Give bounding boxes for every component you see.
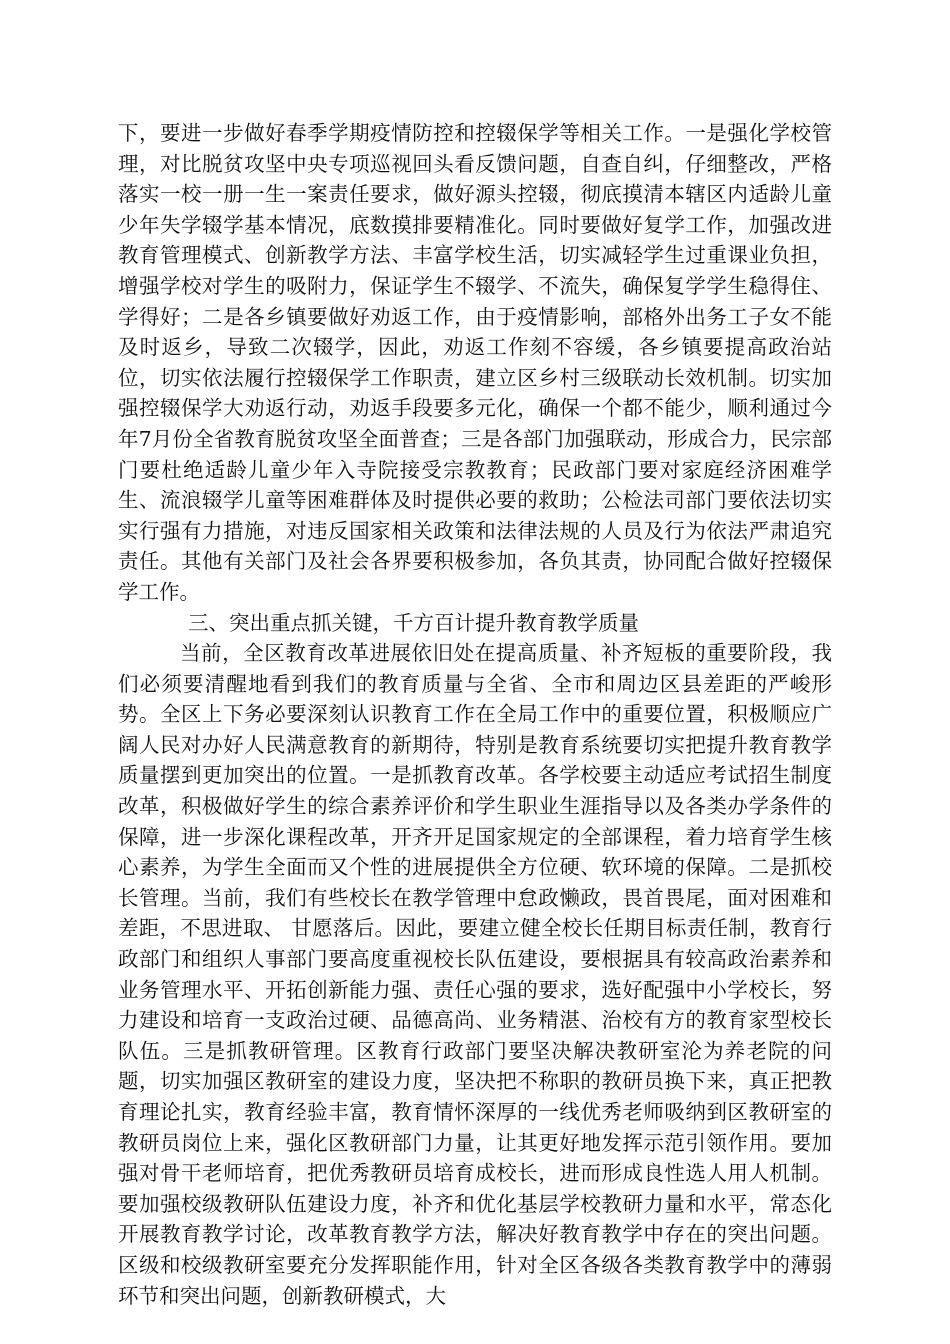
document-page [118, 118, 832, 1311]
section-heading-three: 三、突出重点抓关键，千方百计提升教育教学质量 [188, 610, 639, 635]
body-paragraph-control-dropout: 下，要进一步做好春季学期疫情防控和控辍保学等相关工作。一是强化学校管理，对比脱贫攻坚中央专项巡视回头看反馈问题，自查自纠，仔细整改，严格落实一校一册一生一案责任要求，做好源头控辍，彻底摸清本辖区内适龄儿童少年失学辍学基本情况，底数摸排要精准化。同时要做好复学工作，加强改进教育管理模式、创新教学方法、丰富学校生活，切实减轻学生过重课业负担，增强学校对学生的吸附力，保证学生不辍学、不流失，确保复学学生稳得住、学得好；二是各乡镇要做好劝返工作，由于疫情影响，部格外出务工子女不能及时返乡，导致二次辍学，因此，劝返工作刻不容缓，各乡镇要提高政治站位，切实依法履行控辍保学工作职责，建立区乡村三级联动长效机制。切实加强控辍保学大劝返行动，劝返手段要多元化，确保一个都不能少，顺利通过今年7月份全省教育脱贫攻坚全面普查；三是各部门加强联动，形成合力，民宗部门要杜绝适龄儿童少年入寺院接受宗教教育；民政部门要对家庭经济困难学生、流浪辍学儿童等困难群体及时提供必要的救助；公检法司部门要依法切实实行强有力措施，对违反国家相关政策和法律法规的人员及行为依法严肃追究责任。其他有关部门及社会各界要积极参加，各负其责，协同配合做好控辍保学工作。 [118, 121, 832, 604]
body-paragraph-education-quality: 当前，全区教育改革进展依旧处在提高质量、补齐短板的重要阶段，我们必须要清醒地看到我们的教育质量与全省、全市和周边区县差距的严峻形势。全区上下务必要深刻认识教育工作在全局工作中的重要位置，积极顺应广阔人民对办好人民满意教育的新期待，特别是教育系统要切实把提升教育教学质量摆到更加突出的位置。一是抓教育改革。各学校要主动适应考试招生制度改革，积极做好学生的综合素养评价和学生职业生涯指导以及各类办学条件的保障，进一步深化课程改革，开齐开足国家规定的全部课程，着力培育学生核心素养，为学生全面而又个性的进展提供全方位硬、软环境的保障。二是抓校长管理。当前，我们有些校长在教学管理中怠政懒政，畏首畏尾，面对困难和差距，不思进取、 甘愿落后。因此，要建立健全校长任期目标责任制，教育行政部门和组织人事部门要高度重视校长队伍建设，要根据具有较高政治素养和业务管理水平、开拓创新能力强、责任心强的要求，选好配强中小学校长，努力建设和培育一支政治过硬、品德高尚、业务精湛、治校有方的教育家型校长队伍。三是抓教研管理。区教育行政部门要坚决解决教研室沦为养老院的问题，切实加强区教研室的建设力度，坚决把不称职的教研员换下来，真正把教育理论扎实，教育经验丰富，教育情怀深厚的一线优秀老师吸纳到区教研室的教研员岗位上来，强化区教研部门力量，让其更好地发挥示范引领作用。要加强对骨干老师培育，把优秀教研员培育成校长，进而形成良性选人用人机制。要加强校级教研队伍建设力度，补齐和优化基层学校教研力量和水平，常态化开展教育教学讨论，改革教育教学方法，解决好教育教学中存在的突出问题。区级和校级教研室要充分发挥职能作用，针对全区各级各类教育教学中的薄弱环节和突出问题，创新教研模式，大 [118, 641, 832, 1308]
